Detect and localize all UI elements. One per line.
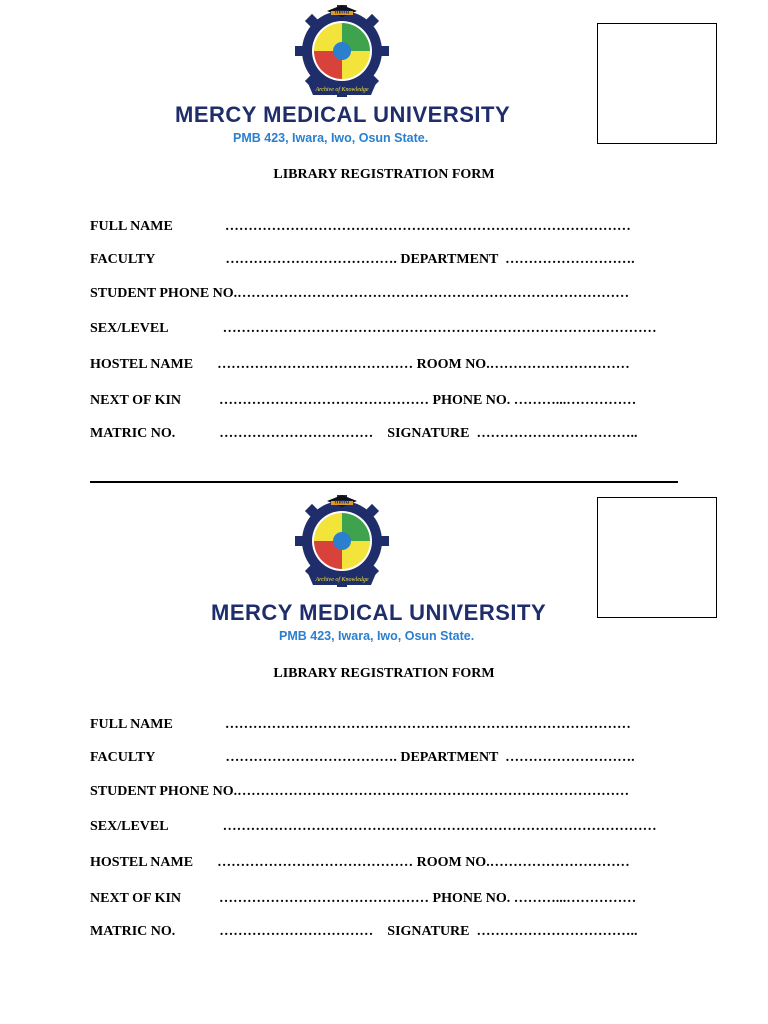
matric-no-field[interactable]: …………………………… [219,924,374,939]
signature-label: SIGNATURE [387,924,470,939]
department-field[interactable]: ………………………. [505,252,635,267]
matric-row [90,924,638,940]
svg-text:Archive of Knowledge: Archive of Knowledge [315,87,369,93]
full-name-label: FULL NAME [90,717,173,732]
full-name-field[interactable]: …………………………………………………………………………… [224,717,631,732]
phone-no-label: PHONE NO. [432,891,511,906]
signature-label: SIGNATURE [387,426,470,441]
phone-no-field[interactable]: ………...…………… [513,891,637,906]
svg-text:mmu: mmu [334,499,350,506]
passport-photo-box [597,497,717,618]
faculty-field[interactable]: ………………………………. [225,750,397,765]
student-phone-field[interactable]: ………………………………………………………………………… [237,286,630,301]
department-label: DEPARTMENT [400,750,499,765]
room-no-label: ROOM NO. [416,357,490,372]
hostel-row [90,855,630,871]
faculty-label: FACULTY [90,750,156,765]
university-address: PMB 423, Iwara, Iwo, Osun State. [279,629,475,643]
next-of-kin-row [90,891,636,907]
faculty-field[interactable]: ………………………………. [225,252,397,267]
hostel-name-field[interactable]: …………………………………… [217,855,414,870]
matric-no-field[interactable]: …………………………… [219,426,374,441]
signature-field[interactable]: …………………………….. [476,426,638,441]
university-name: MERCY MEDICAL UNIVERSITY [175,102,511,127]
full-name-label: FULL NAME [90,219,173,234]
hostel-name-field[interactable]: …………………………………… [217,357,414,372]
form-title: LIBRARY REGISTRATION FORM [273,167,495,182]
full-name-row [90,717,631,733]
faculty-label: FACULTY [90,252,156,267]
next-of-kin-label: NEXT OF KIN [90,891,182,906]
sex-level-label: SEX/LEVEL [90,321,169,336]
phone-no-field[interactable]: ………...…………… [513,393,637,408]
next-of-kin-label: NEXT OF KIN [90,393,182,408]
student-phone-field[interactable]: ………………………………………………………………………… [237,784,630,799]
university-address: PMB 423, Iwara, Iwo, Osun State. [233,131,429,145]
matric-no-label: MATRIC NO. [90,426,176,441]
university-name: MERCY MEDICAL UNIVERSITY [211,600,547,625]
hostel-name-label: HOSTEL NAME [90,855,194,870]
phone-no-label: PHONE NO. [432,393,511,408]
sex-level-row [90,819,657,835]
student-phone-label: STUDENT PHONE NO. [90,784,238,799]
room-no-label: ROOM NO. [416,855,490,870]
department-field[interactable]: ………………………. [505,750,635,765]
svg-text:Archive of Knowledge: Archive of Knowledge [315,577,369,583]
next-of-kin-field[interactable]: ……………………………………… [219,891,430,906]
student-phone-row [90,784,629,800]
full-name-field[interactable]: …………………………………………………………………………… [224,219,631,234]
faculty-row [90,750,635,766]
sex-level-label: SEX/LEVEL [90,819,169,834]
room-no-field[interactable]: ………………………… [489,855,630,870]
hostel-name-label: HOSTEL NAME [90,357,194,372]
sex-level-field[interactable]: ………………………………………………………………………………… [222,819,657,834]
university-logo [287,493,397,593]
form-title: LIBRARY REGISTRATION FORM [273,666,495,681]
student-phone-label: STUDENT PHONE NO. [90,286,238,301]
department-label: DEPARTMENT [400,252,499,267]
sex-level-field[interactable]: ………………………………………………………………………………… [222,321,657,336]
signature-field[interactable]: …………………………….. [476,924,638,939]
room-no-field[interactable]: ………………………… [489,357,630,372]
svg-text:mmu: mmu [334,9,350,16]
matric-no-label: MATRIC NO. [90,924,176,939]
next-of-kin-field[interactable]: ……………………………………… [219,393,430,408]
